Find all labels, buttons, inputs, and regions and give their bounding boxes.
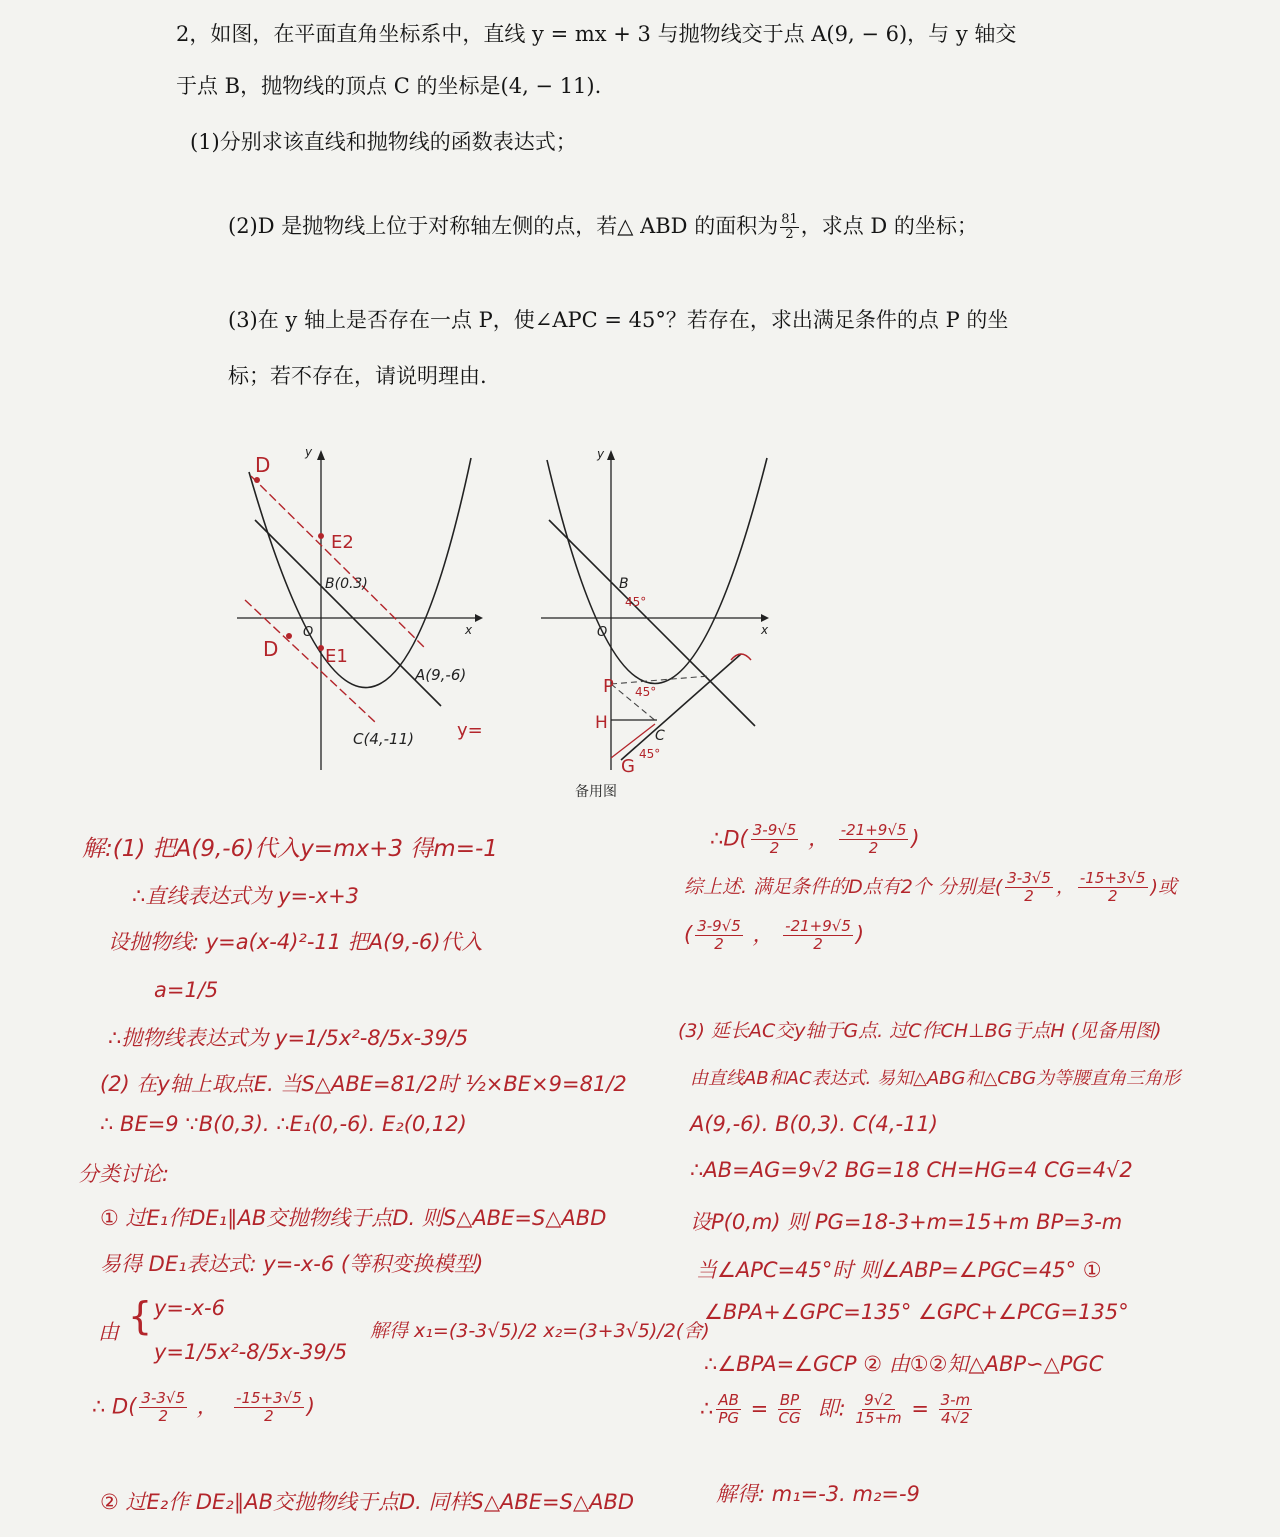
sol-r12-pre: ∴	[700, 1396, 714, 1421]
sol-l7: ∴ BE=9 ∵B(0,3). ∴E₁(0,-6). E₂(0,12)	[100, 1112, 467, 1136]
area-fraction	[780, 213, 799, 242]
ratio-left	[855, 1392, 901, 1427]
sol-r13: 解得: m₁=-3. m₂=-9	[716, 1482, 920, 1506]
sol-r3-x	[695, 918, 743, 953]
sol-r1-y	[839, 822, 909, 857]
sol-r2-x-den: 2	[1024, 887, 1034, 905]
origin-label: O	[303, 625, 314, 640]
line-de2	[251, 476, 425, 648]
sol-r2-x-num: 3-3√5	[1007, 869, 1051, 887]
label-b: B	[619, 576, 629, 592]
ratio-left-num: 9√2	[864, 1391, 893, 1409]
sol-r4: (3) 延长AC交y轴于G点. 过C作CH⊥BG于点H (见备用图)	[678, 1020, 1162, 1042]
ratio-pg: PG	[718, 1409, 739, 1427]
sol-r7: ∴AB=AG=9√2 BG=18 CH=HG=4 CG=4√2	[690, 1158, 1133, 1182]
ratio-right	[939, 1392, 973, 1427]
label-p: P	[603, 676, 614, 697]
label-angle-g: 45°	[639, 747, 661, 761]
sol-r1-pre: ∴D(	[710, 826, 748, 851]
point-d-low	[286, 633, 292, 639]
sol-r12: ∴ $\frac{AB}{PG}$ = $\frac{BP}{CG}$ 即: $\frac{9√2}{15+m}$ = $\frac{3-m}{4√2}$	[700, 1391, 971, 1427]
sol-l5: ∴抛物线表达式为 y=1/5x²-8/5x-39/5	[108, 1026, 469, 1050]
question-2	[228, 210, 978, 242]
sol-r2-y-num: -15+3√5	[1079, 869, 1146, 887]
x-axis-label: x	[761, 623, 769, 637]
label-e1: E1	[325, 646, 348, 667]
label-e2: E2	[331, 532, 354, 553]
sol-l8: 分类讨论:	[78, 1162, 170, 1186]
parabola	[249, 458, 471, 688]
sol-l13: ∴ D( $\frac{3-3√5}{2}$ ， $\frac{-15+3√5}{2}$ )	[92, 1389, 315, 1425]
sol-r6: A(9,-6). B(0,3). C(4,-11)	[690, 1112, 939, 1136]
line-de1-extra	[281, 608, 411, 638]
ratio-ab: AB	[718, 1391, 739, 1409]
sol-l13-y	[234, 1390, 304, 1425]
sol-r2-x	[1005, 870, 1053, 905]
ratio-right-num: 3-m	[940, 1391, 971, 1409]
question-1: (1)分别求该直线和抛物线的函数表达式；	[190, 130, 577, 154]
sol-l3: 设抛物线: y=a(x-4)²-11 把A(9,-6)代入	[108, 930, 483, 954]
sol-l10: 易得 DE₁表达式: y=-x-6 (等积变换模型)	[100, 1252, 484, 1276]
question-2-tail: ，求点 D 的坐标；	[800, 214, 978, 238]
sol-r3-x-den: 2	[714, 935, 724, 953]
sol-r12-mid: 即:	[817, 1396, 846, 1421]
question-3-line-2: 标；若不存在，请说明理由.	[228, 364, 487, 388]
y-axis-label: y	[305, 445, 313, 459]
label-angle-b: 45°	[625, 595, 647, 609]
point-e2	[318, 533, 324, 539]
sol-r3-y	[783, 918, 853, 953]
figure-2	[535, 440, 785, 805]
sol-r1-x-den: 2	[769, 839, 780, 857]
sol-l13-pre: ∴ D(	[92, 1394, 137, 1419]
sol-l6: (2) 在y轴上取点E. 当S△ABE=81/2时 ½×BE×9=81/2	[100, 1072, 627, 1096]
sol-l14: ② 过E₂作 DE₂∥AB交抛物线于点D. 同样S△ABE=S△ABD	[100, 1490, 635, 1514]
label-g: G	[621, 756, 635, 777]
sol-l1: 解:(1) 把A(9,-6)代入y=mx+3 得m=-1	[82, 836, 498, 862]
ratio-ab-pg	[716, 1392, 741, 1427]
sol-l2: ∴直线表达式为 y=-x+3	[132, 884, 360, 908]
sol-r3-x-num: 3-9√5	[697, 917, 741, 935]
sol-l4: a=1/5	[154, 978, 219, 1002]
sol-r5: 由直线AB和AC表达式. 易知△ABG和△CBG为等腰直角三角形	[690, 1068, 1181, 1089]
sol-l9: ① 过E₁作DE₁∥AB交抛物线于点D. 则S△ABE=S△ABD	[100, 1206, 607, 1230]
point-d-top	[254, 477, 260, 483]
sol-r3-y-den: 2	[813, 935, 823, 953]
sol-l13-x	[139, 1390, 187, 1425]
x-axis-label: x	[465, 623, 473, 637]
sol-r9: 当∠APC=45°时 则∠ABP=∠PGC=45° ①	[696, 1258, 1102, 1282]
sol-l13-y-den: 2	[264, 1407, 274, 1425]
sol-r2-y	[1078, 870, 1148, 905]
x-axis-arrow	[761, 614, 769, 622]
label-c: C	[655, 728, 665, 744]
ratio-right-den: 4√2	[941, 1409, 970, 1427]
ratio-cg: CG	[778, 1409, 801, 1427]
sol-r1: ∴D( $\frac{3-9√5}{2}$ ， $\frac{-21+9√5}{2}$ )	[710, 821, 920, 857]
area-fraction-den: 2	[785, 227, 794, 242]
label-b: B(0.3)	[325, 576, 368, 592]
point-e1	[318, 645, 324, 651]
question-3-line-1: (3)在 y 轴上是否存在一点 P，使∠APC = 45°？若存在，求出满足条件的点 P 的坐	[228, 308, 1009, 332]
ratio-bp-cg	[778, 1392, 801, 1427]
sol-system-eq1: y=-x-6	[154, 1296, 225, 1320]
y-axis-arrow	[607, 450, 615, 460]
x-axis-arrow	[475, 614, 483, 622]
sol-system-eq2: y=1/5x²-8/5x-39/5	[154, 1340, 348, 1364]
sol-l13-x-num: 3-3√5	[141, 1389, 186, 1407]
y-axis-arrow	[317, 450, 325, 460]
sol-l13-x-den: 2	[158, 1407, 168, 1425]
sol-r2: 综上述. 满足条件的D点有2个 分别是( $\frac{3-3√5}{2}$ ， $\frac{-15+3√5}{2}$ )或	[684, 869, 1178, 905]
ratio-bp: BP	[779, 1391, 800, 1409]
ratio-left-den: 15+m	[855, 1409, 902, 1427]
label-d-top: D	[255, 453, 271, 477]
label-c: C(4,-11)	[353, 730, 414, 748]
label-angle-p: 45°	[635, 685, 657, 699]
area-fraction-num: 81	[781, 212, 798, 227]
sol-r10: ∠BPA+∠GPC=135° ∠GPC+∠PCG=135°	[704, 1300, 1129, 1324]
question-2-text: (2)D 是抛物线上位于对称轴左侧的点，若△ ABD 的面积为	[228, 214, 779, 238]
sol-r2-text: 综上述. 满足条件的D点有2个 分别是(	[684, 876, 1003, 898]
y-axis-label: y	[597, 447, 605, 461]
sol-r3-y-num: -21+9√5	[785, 917, 851, 935]
parabola	[547, 458, 767, 684]
sol-r3: ( $\frac{3-9√5}{2}$ ， $\frac{-21+9√5}{2}$ )	[684, 917, 865, 953]
label-line: y=	[457, 720, 483, 741]
label-d-low: D	[263, 637, 279, 661]
brace: {	[128, 1294, 153, 1338]
figure-1	[225, 440, 515, 780]
origin-label: O	[597, 625, 608, 640]
sol-r1-y-num: -21+9√5	[840, 821, 907, 839]
sol-r8: 设P(0,m) 则 PG=18-3+m=15+m BP=3-m	[690, 1210, 1123, 1234]
label-h: H	[595, 713, 608, 733]
sol-r1-y-den: 2	[868, 839, 879, 857]
sol-r2-post: )或	[1150, 876, 1178, 898]
sol-l13-y-num: -15+3√5	[236, 1389, 302, 1407]
figure-caption: 备用图	[575, 784, 617, 800]
problem-line-2: 于点 B，抛物线的顶点 C 的坐标是(4, − 11).	[176, 74, 602, 98]
sol-system-label: 由	[98, 1320, 119, 1344]
sol-l12: 解得 x₁=(3-3√5)/2 x₂=(3+3√5)/2(舍)	[370, 1320, 710, 1342]
sol-r1-x-num: 3-9√5	[752, 821, 797, 839]
sol-r1-x	[751, 822, 799, 857]
sol-r11: ∴∠BPA=∠GCP ② 由①②知△ABP∽△PGC	[704, 1352, 1104, 1376]
sol-r2-y-den: 2	[1107, 887, 1118, 905]
label-a: A(9,-6)	[415, 666, 467, 684]
problem-line-1: 2，如图，在平面直角坐标系中，直线 y = mx + 3 与抛物线交于点 A(9, − 6)，与 y 轴交	[176, 22, 1017, 46]
